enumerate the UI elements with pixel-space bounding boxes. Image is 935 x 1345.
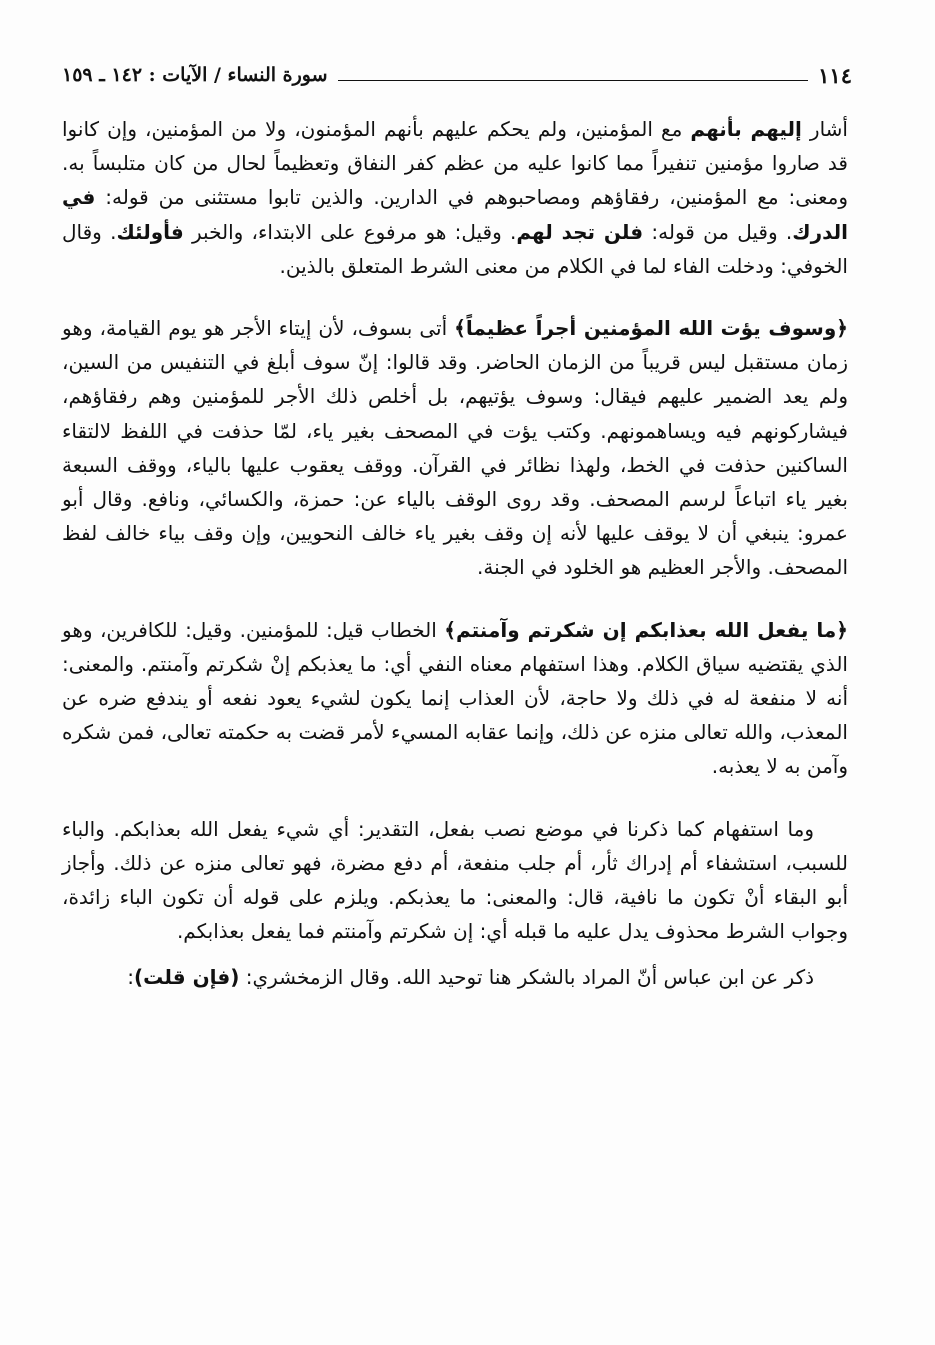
quranic-verse: ﴿ما يفعل الله بعذابكم إن شكرتم وآمنتم﴾ bbox=[444, 617, 848, 642]
bold-term: (فإن قلت) bbox=[134, 965, 240, 990]
page-number: ١١٤ bbox=[818, 62, 852, 88]
paragraph bbox=[62, 812, 848, 949]
text-segment: الخطاب قيل: للمؤمنين. وقيل: للكافرين، وهو الذي يقتضيه سياق الكلام. وهذا استفهام معناه النفي أي: ما يعذبكم إنْ شكرتم وآمنتم. والمعنى: أنه لا منفعة له في ذلك ولا حاجة، لأن العذاب إنما يكون لشيء يعود نفعه أو يندفع ضره عن المعذب، والله تعالى منزه عن ذلك، وإنما عقابه المسيء لأمر قضت به حكمته تعالى، فمن شكره وآمن به لا يعذبه. bbox=[62, 617, 848, 779]
quranic-verse: ﴿وسوف يؤت الله المؤمنين أجراً عظيماً﴾ bbox=[454, 316, 848, 341]
text-segment: وما استفهام كما ذكرنا في موضع نصب بفعل، التقدير: أي شيء يفعل الله بعذابكم. والباء للسبب، استشفاء أم إدراك ثأر، أم جلب منفعة، أم دفع مضرة، فهو تعالى منزه عن ذلك. وأجاز أبو البقاء أنْ تكون ما نافية، قال: والمعنى: ما يعذبكم. ويلزم على قوله أن تكون الباء زائدة، وجواب الشرط محذوف يدل عليه ما قبله أي: إن شكرتم وآمنتم فما يفعل بعذابكم. bbox=[62, 816, 848, 944]
bold-term: فلن تجد لهم bbox=[516, 219, 644, 244]
paragraph bbox=[62, 960, 848, 994]
paragraph bbox=[62, 613, 848, 784]
text-segment: . وقيل من قوله: bbox=[643, 219, 793, 244]
bold-term: فأولئك bbox=[116, 219, 184, 244]
text-segment: أشار bbox=[801, 117, 848, 141]
paragraph bbox=[62, 112, 848, 283]
text-segment: . وقال الخوفي: ودخلت الفاء لما في الكلام من معنى الشرط المتعلق بالذين. bbox=[62, 219, 848, 278]
page-header bbox=[62, 58, 852, 92]
text-segment: . وقيل: هو مرفوع على الابتداء، والخبر bbox=[183, 219, 517, 244]
bold-term: في الدرك bbox=[62, 185, 848, 244]
header-rule bbox=[338, 80, 809, 81]
text-segment: مع المؤمنين، ولم يحكم عليهم بأنهم المؤمنون، ولا من المؤمنين، وإن كانوا قد صاروا مؤمنين تنفيراً مما كانوا عليه من عظم كفر النفاق وتعظيماً لحال من كان متلبساً به. ومعنى: مع المؤمنين، رفقاؤهم ومصاحبوهم في الدارين. والذين تابوا مستثنى من قوله: bbox=[62, 117, 848, 210]
paragraph bbox=[62, 311, 848, 585]
running-title: سورة النساء / الآيات : ١٤٢ ـ ١٥٩ bbox=[62, 64, 328, 86]
bold-term: إليهم بأنهم bbox=[690, 117, 802, 141]
body-text bbox=[62, 112, 848, 995]
text-segment: أتى بسوف، لأن إيتاء الأجر هو يوم القيامة، وهو زمان مستقبل ليس قريباً من الزمان الحاضر. وقد قالوا: إنّ سوف أبلغ في التنفيس من السين، ولم يعد الضمير عليهم فيقال: وسوف يؤتيهم، بل أخلص ذلك الأجر للمؤمنين وهم رفقاؤهم، فيشاركونهم فيه ويساهمونهم. وكتب يؤت في المصحف بغير ياء، لمّا حذفت في اللفظ لالتقاء الساكنين حذفت في الخط، ولهذا نظائر في القرآن. ووقف يعقوب عليها بالياء، ووقف السبعة بغير ياء اتباعاً لرسم المصحف. وقد روى الوقف بالياء عن: حمزة، والكسائي، ونافع. وقال أبو عمرو: ينبغي أن لا يوقف عليها لأنه إن وقف بغير ياء خالف النحويين، وإن وقف بياء خالف لفظ المصحف. والأجر العظيم هو الخلود في الجنة. bbox=[62, 316, 848, 580]
text-segment: : bbox=[127, 965, 135, 990]
text-segment: ذكر عن ابن عباس أنّ المراد بالشكر هنا توحيد الله. وقال الزمخشري: bbox=[239, 965, 814, 990]
